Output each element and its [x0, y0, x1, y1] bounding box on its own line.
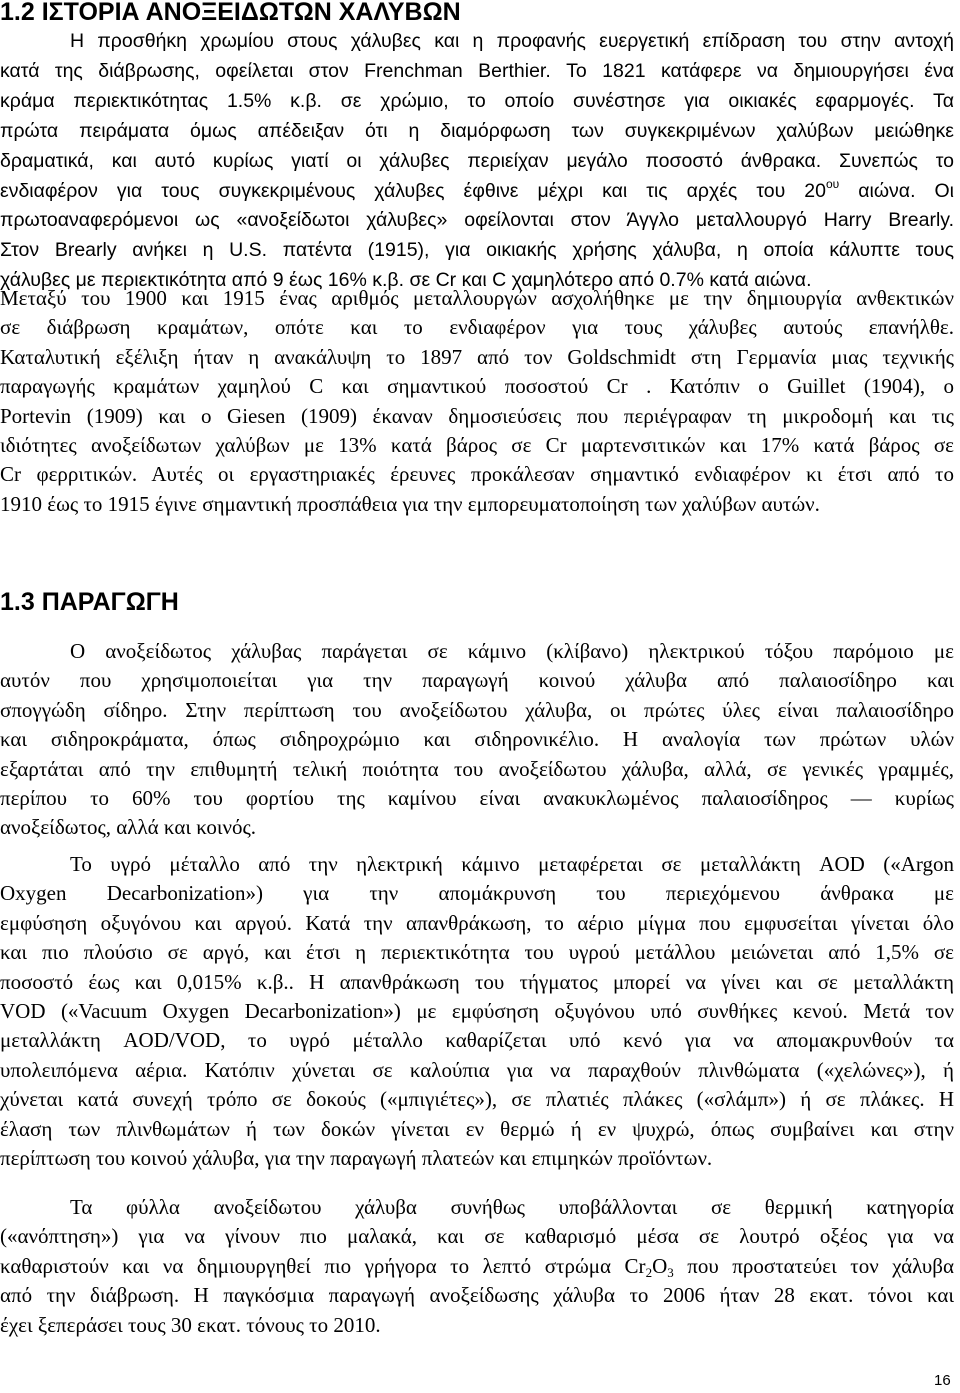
text-line: και σιδηροκράματα, όπως σιδηροχρώμιο και σιδηρονικέλιο. Η αναλογία των πρώτων υλών — [0, 727, 954, 752]
page-number: 16 — [934, 1372, 951, 1389]
text-line: κατά της διάβρωσης, οφείλεται στον Frenchman Berthier. Το 1821 κατάφερε να δημιουργήσει ένα — [0, 59, 954, 82]
text-line: πρώτα πειράματα όμως απέδειξαν ότι η διαμόρφωση των συγκεκριμένων χαλύβων μειώθηκε — [0, 119, 954, 142]
text-line: σε διάβρωση κραμάτων, οπότε και το ενδιαφέρον για τους χάλυβες αυτούς επανήλθε. — [0, 315, 954, 340]
production-paragraph-3 — [0, 1193, 954, 1340]
text-line: χάλυβες με περιεκτικότητα από 9 έως 16% κ.β. σε Cr και C χαμηλότερο από 0.7% κατά αιώνα. — [0, 269, 812, 292]
text-line: Μεταξύ του 1900 και 1915 ένας αριθμός μεταλλουργών ασχολήθηκε με την δημιουργία ανθεκτικών — [0, 286, 954, 310]
subscript: 3 — [667, 1264, 674, 1280]
text-line: περίπου το 60% του φορτίου της καμίνου είναι ανακυκλωμένος παλαιοσίδηρος — κυρίως — [0, 786, 954, 811]
text-run: καθαριστούν και να δημιουργηθεί πιο γρήγορα το λεπτό στρώμα Cr — [0, 1253, 646, 1278]
text-line: Cr φερριτικών. Αυτές οι εργαστηριακές έρευνες προκάλεσαν σημαντικό ενδιαφέρον κι έτσι από το — [0, 462, 954, 487]
superscript: ου — [825, 176, 840, 191]
text-line: υπολειπόμενα αέρια. Κατόπιν χύνεται σε καλούπια για να παραχθούν πλινθώματα («χελώνες»), ή — [0, 1057, 954, 1082]
text-line: εξαρτάται από την επιθυμητή τελική ποιότητα του ανοξείδωτου χάλυβα, αλλά, σε γενικές γραμμές, — [0, 756, 954, 781]
text-line: πρωτοαναφερόμενοι ως «ανοξείδωτοι χάλυβες» οφείλονται στον Άγγλο μεταλλουργό Harry Brearly. — [0, 209, 954, 232]
text-line: περίπτωση του κοινού χάλυβα, για την παραγωγή πλατεών και επιμηκών προϊόντων. — [0, 1146, 713, 1171]
text-line: έχει ξεπεράσει τους 30 εκατ. τόνους το 2010. — [0, 1312, 381, 1337]
text-line: Το υγρό μέταλλο από την ηλεκτρική κάμινο μεταφέρεται σε μεταλλάκτη AOD («Argon — [70, 852, 954, 876]
text-line: Ο ανοξείδωτος χάλυβας παράγεται σε κάμινο (κλίβανο) ηλεκτρικού τόξου παρόμοιο με — [70, 639, 954, 663]
history-paragraph-continued — [0, 284, 954, 519]
text-line: και πιο πλούσιο σε αργό, και έτσι η περιεκτικότητα του υγρού μετάλλου μειώνεται από 1,5% σε — [0, 940, 954, 965]
history-paragraph — [0, 27, 954, 296]
text-line: δραματικά, και αυτό κυρίως γιατί οι χάλυβες περιείχαν μεγάλο ποσοστό άνθρακα. Συνεπώς το — [0, 149, 954, 172]
text-line: αυτόν που χρησιμοποιείται για την παραγωγή κοινού χάλυβα από παλαιοσίδηρο και — [0, 668, 954, 693]
text-line: εμφύσηση οξυγόνου και αργού. Κατά την απανθράκωση, το αέριο μίγμα που εμφυσείται γίνεται όλο — [0, 910, 954, 935]
text-line: VOD («Vacuum Oxygen Decarbonization») με εμφύσηση οξυγόνου υπό συνθήκες κενού. Μετά τον — [0, 999, 954, 1024]
text-run: O — [652, 1253, 668, 1278]
text-line: έλαση των πλινθωμάτων ή των δοκών γίνεται εν θερμώ ή εν ψυχρώ, όπως συμβαίνει και στην — [0, 1116, 954, 1141]
text-line: σπογγώδη σίδηρο. Στην περίπτωση του ανοξείδωτου χάλυβα, οι πρώτες ύλες είναι παλαιοσίδηρο — [0, 697, 954, 722]
text-line: παραγωγής κραμάτων χαμηλού C και σημαντικού ποσοστού Cr . Κατόπιν ο Guillet (1904), ο — [0, 374, 954, 399]
text-line: 1910 έως το 1915 έγινε σημαντική προσπάθεια για την εμπορευματοποίηση των χαλύβων αυτών. — [0, 491, 820, 516]
text-line: μεταλλάκτη AOD/VOD, το υγρό μέταλλο καθαρίζεται υπό κενό για να απομακρυνθούν τα — [0, 1028, 954, 1053]
text-line: κράμα περιεκτικότητας 1.5% κ.β. σε χρώμιο, το οποίο συνέστησε για οικιακές εφαρμογές. Τα — [0, 89, 954, 112]
text-line: χύνεται κατά συνεχή τρόπο σε δοκούς («μπιγιέτες»), σε πλατιές πλάκες («σλάμπ») ή σε πλάκες. Η — [0, 1087, 954, 1112]
text-line: Τα φύλλα ανοξείδωτου χάλυβα συνήθως υποβάλλονται σε θερμική κατηγορία — [70, 1195, 954, 1219]
text-line — [0, 177, 954, 207]
production-paragraph-1 — [0, 637, 954, 843]
text-line: Καταλυτική εξέλιξη ήταν η ανακάλυψη το 1897 από τον Goldschmidt στη Γερμανία μιας τεχνικής — [0, 344, 954, 369]
text-run: αιώνα. Οι — [839, 179, 954, 202]
text-line: ιδιότητες ανοξείδωτων χαλύβων με 13% κατά βάρος σε Cr μαρτενσιτικών και 17% κατά βάρος σε — [0, 433, 954, 458]
text-run: που προστατεύει τον χάλυβα — [673, 1253, 954, 1278]
text-run: ενδιαφέρον για τους συγκεκριμένους χάλυβες έφθινε μέχρι και τις αρχές του 20 — [0, 179, 826, 202]
text-line: Η προσθήκη χρωμίου στους χάλυβες και η προφανής ευεργετική επίδραση του στην αντοχή — [70, 30, 954, 52]
text-line: Oxygen Decarbonization») για την απομάκρυνση του περιεχόμενου άνθρακα με — [0, 881, 954, 906]
text-line — [0, 1252, 954, 1281]
text-line: ανοξείδωτος, αλλά και κοινός. — [0, 815, 257, 840]
production-paragraph-2 — [0, 850, 954, 1173]
subscript: 2 — [645, 1264, 653, 1280]
text-line: («ανόπτηση») για να γίνουν πιο μαλακά, και σε καθαρισμό μέσα σε λουτρό οξέος για να — [0, 1224, 954, 1249]
section-heading-production: 1.3 ΠΑΡΑΓΩΓΗ — [0, 588, 179, 616]
section-heading-history: 1.2 ΙΣΤΟΡΙΑ ΑΝΟΞΕΙΔΩΤΩΝ ΧΑΛΥΒΩΝ — [0, 0, 461, 26]
text-line: ποσοστό έως και 0,015% κ.β.. Η απανθράκωση του τήγματος μπορεί να γίνει και σε μεταλλάκτη — [0, 969, 954, 994]
text-line: Στον Brearly ανήκει η U.S. πατέντα (1915), για οικιακής χρήσης χάλυβα, η οποία κάλυπτε τους — [0, 239, 954, 262]
text-line: Portevin (1909) και ο Giesen (1909) έκαναν δημοσιεύσεις που περιέγραφαν τη μικροδομή και τις — [0, 403, 954, 428]
text-line: από την διάβρωση. Η παγκόσμια παραγωγή ανοξείδωσης χάλυβα το 2006 ήταν 28 εκατ. τόνοι και — [0, 1283, 954, 1308]
